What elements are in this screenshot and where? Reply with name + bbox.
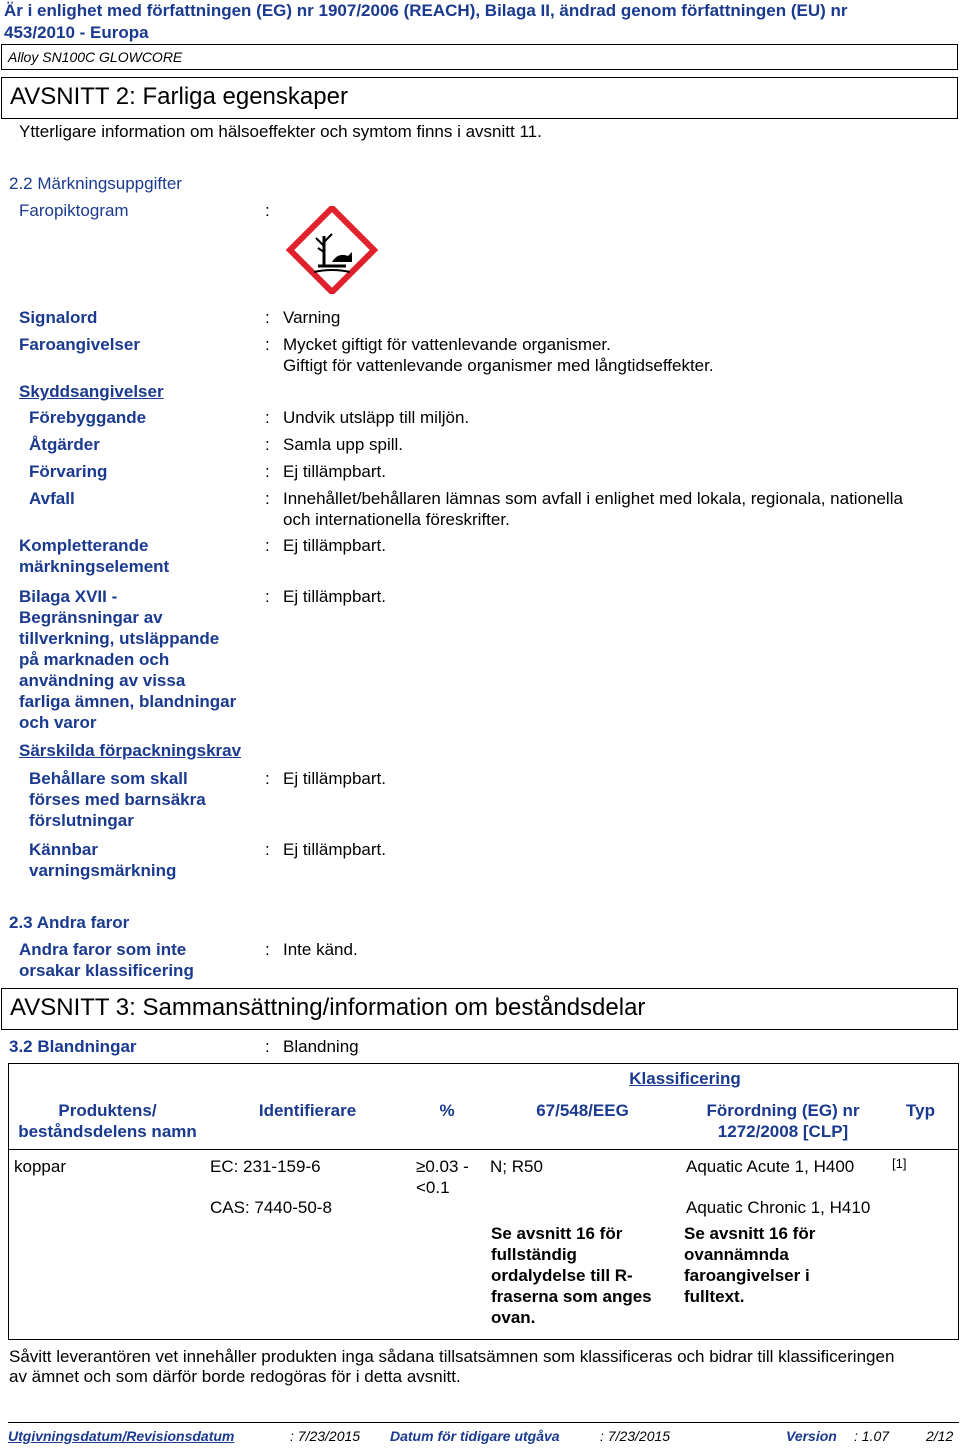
disposal-label: Avfall [29,489,75,508]
annex-line: tillverkning, utsläppande [19,629,220,648]
other-line: orsakar klassificering [19,961,194,980]
row-dsd: N; R50 [490,1157,543,1176]
other-hazards-label [19,939,194,981]
row-cas: CAS: 7440-50-8 [210,1198,332,1217]
disposal-value-line1: Innehållet/behållaren lämnas som avfall i enlighet med lokala, regionala, nationella [283,489,903,508]
environment-hazard-icon [286,206,378,294]
response-value: Samla upp spill. [283,435,404,454]
storage-value: Ej tillämpbart. [283,462,386,481]
colon: : [265,489,270,508]
child-resistant-value: Ej tillämpbart. [283,769,386,788]
additives-statement-line1: Såvitt leverantören vet innehåller produkten inga sådana tillsatsämnen som klassificeras och bidrar till klassificeringen [9,1347,895,1366]
col-clp-header [690,1100,876,1142]
section3-heading: AVSNITT 3: Sammansättning/information om beståndsdelar [1,988,958,1030]
child-line: förses med barnsäkra [29,790,206,809]
regulation-title-line2: 453/2010 - Europa [4,23,149,42]
storage-label: Förvaring [29,462,108,481]
mixture-value: Blandning [283,1037,359,1056]
annex-line: på marknaden och [19,650,170,669]
issue-date-label: Utgivningsdatum/Revisionsdatum [8,1428,235,1444]
document-header [0,0,960,44]
tactile-warning-value: Ej tillämpbart. [283,840,386,859]
colon: : [265,1037,270,1056]
colon: : [265,536,270,555]
col-clp-line2: 1272/2008 [CLP] [717,1122,849,1141]
note-line: fulltext. [684,1287,745,1306]
note-line: Se avsnitt 16 för [491,1224,623,1243]
note-line: ovannämnda [684,1245,789,1264]
issue-date-value: : 7/23/2015 [290,1428,361,1444]
version-label: Version [786,1428,837,1444]
col-dsd-header: 67/548/EEG [536,1101,629,1120]
colon: : [265,840,270,859]
tactile-warning-label [29,839,176,881]
row-name: koppar [14,1157,66,1176]
other-line: Andra faror som inte [19,940,187,959]
child-line: Behållare som skall [29,769,188,788]
child-resistant-label [29,768,206,831]
page-number: 2/12 [926,1428,954,1444]
col-name-line1: Produktens/ [58,1101,157,1120]
row-type: [1] [892,1156,907,1171]
supplemental-value: Ej tillämpbart. [283,536,386,555]
row-ec: EC: 231-159-6 [210,1157,321,1176]
col-name-line2: beståndsdelens namn [18,1122,197,1141]
precautionary-heading: Skyddsangivelser [19,382,164,401]
colon: : [265,308,270,327]
annex-xvii-value: Ej tillämpbart. [283,587,386,606]
tactile-line: varningsmärkning [29,861,177,880]
note-line: ovan. [491,1308,536,1327]
child-line: förslutningar [29,811,134,830]
note-line: fraserna som anges [491,1287,652,1306]
annex-line: Bilaga XVII - [19,587,118,606]
r-phrases-note [491,1223,652,1328]
note-line: faroangivelser i [684,1266,810,1285]
colon: : [265,201,270,220]
previous-date-label: Datum för tidigare utgåva [390,1428,560,1444]
version-value: : 1.07 [854,1428,890,1444]
disposal-value-line2: och internationella föreskrifter. [283,510,510,529]
supplemental-label-line1: Kompletterande [19,536,149,555]
col-clp-line1: Förordning (EG) nr [706,1101,860,1120]
colon: : [265,462,270,481]
subsection-2-2: 2.2 Märkningsuppgifter [9,174,182,193]
row-percent-line2: <0.1 [416,1178,450,1197]
annex-line: och varor [19,713,97,732]
tactile-line: Kännbar [29,840,98,859]
prevention-value: Undvik utsläpp till miljön. [283,408,470,427]
classification-header: Klassificering [629,1069,741,1088]
hazard-statement-1: Mycket giftigt för vattenlevande organismer. [283,335,611,354]
colon: : [265,769,270,788]
note-line: Se avsnitt 16 för [684,1224,816,1243]
page-footer [8,1422,959,1447]
h-statements-note [684,1223,815,1307]
colon: : [265,940,270,959]
section2-heading: AVSNITT 2: Farliga egenskaper [1,77,958,119]
colon: : [265,408,270,427]
col-identifier-header: Identifierare [258,1101,357,1120]
regulation-title-line1: Är i enlighet med författningen (EG) nr 1907/2006 (REACH), Bilaga II, ändrad genom författningen (EU) nr [4,1,848,20]
packaging-heading: Särskilda förpackningskrav [19,741,242,760]
annex-line: användning av vissa [19,671,186,690]
col-type-header: Typ [906,1101,935,1120]
col-name-header [10,1100,205,1142]
row-clp-1: Aquatic Acute 1, H400 [686,1157,855,1176]
note-line: ordalydelse till R- [491,1266,633,1285]
previous-date-value: : 7/23/2015 [600,1428,671,1444]
col-percent-header: % [439,1101,455,1120]
subsection-2-3: 2.3 Andra faror [9,913,130,932]
note-line: fullständig [491,1245,577,1264]
prevention-label: Förebyggande [29,408,147,427]
signal-word-value: Varning [283,308,341,327]
colon: : [265,435,270,454]
annex-line: farliga ämnen, blandningar [19,692,237,711]
signal-word-label: Signalord [19,308,98,327]
row-clp-2: Aquatic Chronic 1, H410 [686,1198,871,1217]
additives-statement-line2: av ämnet och som därför borde redogöras för i detta avsnitt. [9,1367,461,1386]
product-name: Alloy SN100C GLOWCORE [1,44,958,70]
colon: : [265,335,270,354]
section2-intro: Ytterligare information om hälsoeffekter och symtom finns i avsnitt 11. [19,122,542,141]
row-percent-line1: ≥0.03 - [416,1157,469,1176]
hazard-statement-2: Giftigt för vattenlevande organismer med långtidseffekter. [283,356,714,375]
annex-line: Begränsningar av [19,608,163,627]
subsection-3-2: 3.2 Blandningar [9,1037,137,1056]
other-hazards-value: Inte känd. [283,940,358,959]
table-divider [8,1149,959,1150]
colon: : [265,587,270,606]
pictogram-label: Faropiktogram [19,201,129,220]
row-percent [416,1156,469,1198]
hazard-statements-label: Faroangivelser [19,335,140,354]
response-label: Åtgärder [29,435,100,454]
annex-xvii-label [19,586,236,733]
supplemental-label-line2: märkningselement [19,557,170,576]
